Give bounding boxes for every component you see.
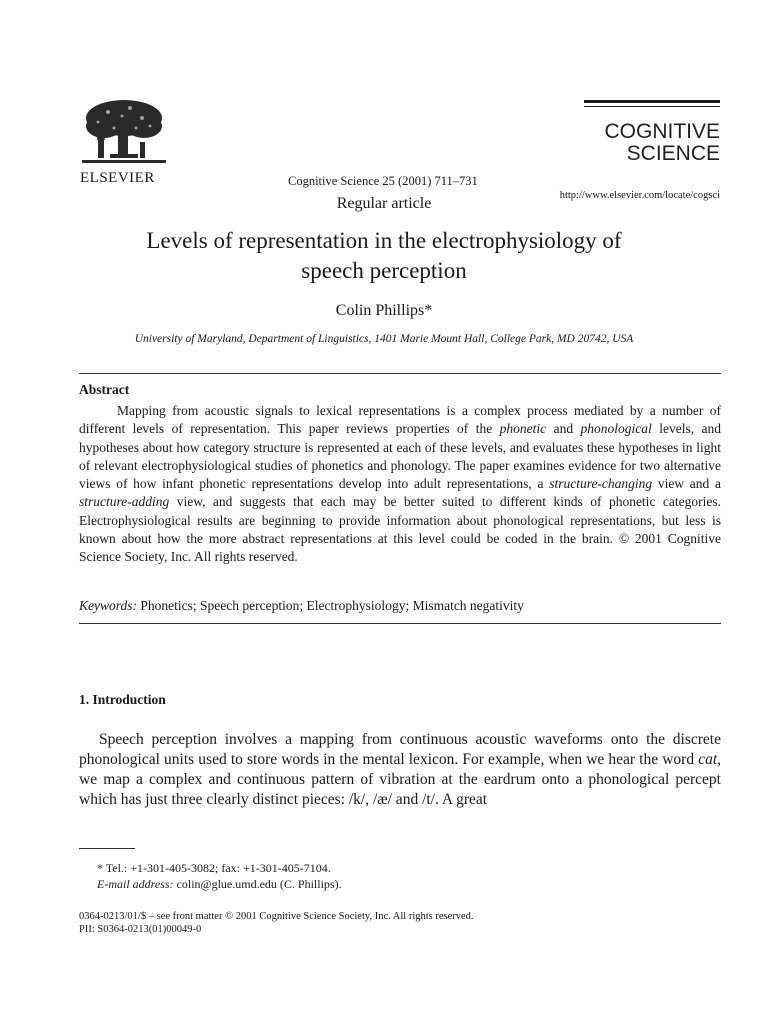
journal-citation: Cognitive Science 25 (2001) 711–731 (288, 174, 478, 188)
body-text: Speech perception involves a mapping from continuous acoustic waveforms onto the discrete phonological units used to store words in the mental lexicon. For example, when we hear the word (79, 731, 721, 768)
title-line2: speech perception (301, 258, 467, 283)
abstract-text: and (546, 421, 581, 437)
abstract-rule-top (79, 373, 721, 374)
journal-name-line1: COGNITIVE (604, 120, 720, 143)
title-line1: Levels of representation in the electrophysiology of (146, 228, 622, 253)
footnote-email (79, 876, 342, 892)
publisher-name: ELSEVIER (80, 170, 155, 186)
abstract-text: view, and suggests that each may be better suited to different kinds of phonetic categories. Electrophysiological results are beginning to provide information about phonological representations, but less is known about how the more abstract representations at this level could be coded in the brain. © 2001 Cognitive Science Society, Inc. All rights reserved. (79, 494, 721, 565)
journal-name (560, 121, 720, 165)
email-label: E-mail address: (97, 877, 174, 891)
elsevier-tree-logo (78, 96, 170, 168)
copyright-notice (79, 910, 474, 936)
article-type: Regular article (336, 195, 432, 212)
author-affiliation: University of Maryland, Department of Linguistics, 1401 Marie Mount Hall, College Park, MD 20742, USA (134, 333, 634, 345)
journal-url[interactable]: http://www.elsevier.com/locate/cogsci (559, 190, 720, 201)
author-name: Colin Phillips* (335, 302, 433, 319)
introduction-body (79, 730, 721, 810)
keywords (79, 598, 524, 614)
abstract-emphasis: phonetic (499, 421, 547, 437)
abstract-body (79, 402, 721, 567)
footnote (79, 860, 342, 892)
footnote-rule (79, 848, 135, 849)
email-address[interactable]: colin@glue.umd.edu (C. Phillips). (173, 877, 342, 891)
copyright-line: 0364-0213/01/$ – see front matter © 2001 Cognitive Science Society, Inc. All rights reserved. (79, 911, 474, 922)
abstract-emphasis: structure-changing (549, 476, 653, 492)
paper-title (60, 226, 708, 286)
keywords-text: Phonetics; Speech perception; Electrophysiology; Mismatch negativity (137, 598, 524, 613)
pii-line: PII: S0364-0213(01)00049-0 (79, 924, 202, 935)
body-text: we map a complex and continuous pattern of vibration at the eardrum onto a phonological percept which has just three clearly distinct pieces: /k/, /æ/ and /t/. A great (79, 771, 721, 808)
section-heading: 1. Introduction (79, 692, 166, 707)
abstract-emphasis: structure-adding (79, 494, 170, 510)
body-emphasis: cat, (698, 751, 721, 768)
journal-name-line2: SCIENCE (626, 142, 720, 165)
abstract-text: Mapping from acoustic signals to lexical representations is a complex process mediated by a number of different levels of representation. This paper reviews properties of the (79, 403, 721, 437)
keywords-label: Keywords: (79, 598, 137, 613)
footnote-phone: * Tel.: +1-301-405-3082; fax: +1-301-405-7104. (97, 861, 331, 875)
abstract-heading: Abstract (79, 382, 130, 397)
footnote-contact (79, 860, 342, 876)
journal-rule-thick (584, 100, 720, 103)
abstract-rule-bottom (79, 623, 721, 624)
journal-rule-thin (584, 106, 720, 107)
abstract-text: view and a (652, 476, 721, 492)
abstract-text: levels, and hypotheses about how category structure is represented at each of these levels, and evaluates these hypotheses in light of relevant electrophysiological studies of phonetics and phonology. The paper examines evidence for two alternative views of how infant phonetic representations develop into adult representations, a (79, 421, 721, 492)
abstract-emphasis: phonological (580, 421, 652, 437)
